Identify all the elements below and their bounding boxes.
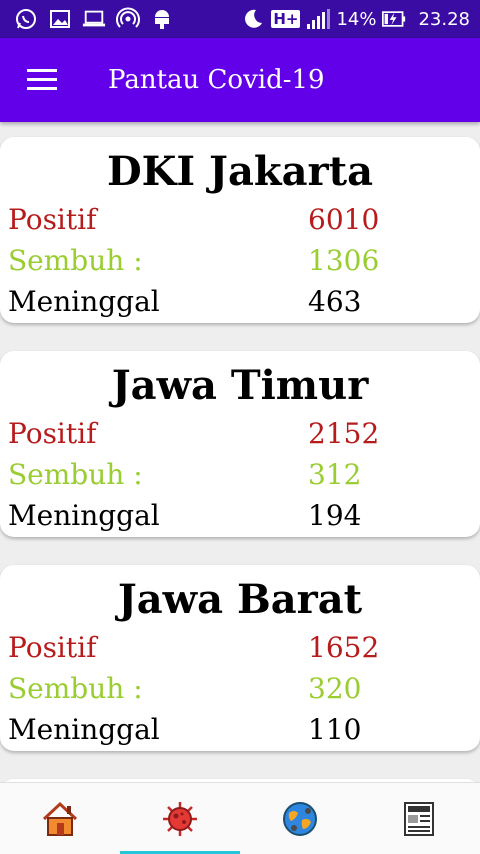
region-list[interactable] (0, 122, 480, 782)
positif-label: Positif (8, 203, 97, 236)
news-icon (403, 801, 437, 837)
whatsapp-icon (14, 7, 38, 31)
positif-value: 6010 (308, 203, 380, 236)
positif-row (0, 199, 480, 240)
home-icon (41, 801, 79, 837)
meninggal-row (0, 709, 480, 750)
nav-covid[interactable] (120, 783, 240, 854)
region-card[interactable] (0, 137, 480, 323)
meninggal-row (0, 495, 480, 536)
meninggal-label: Meninggal (8, 499, 160, 532)
sembuh-row (0, 454, 480, 495)
meninggal-label: Meninggal (8, 285, 160, 318)
nav-home[interactable] (0, 783, 120, 854)
android-debug-icon (150, 7, 174, 31)
sembuh-label: Sembuh : (8, 672, 143, 705)
positif-label: Positif (8, 417, 97, 450)
meninggal-label: Meninggal (8, 713, 160, 746)
meninggal-row (0, 281, 480, 322)
signal-icon (306, 7, 330, 31)
sembuh-value: 320 (308, 672, 362, 705)
globe-icon (281, 800, 319, 838)
region-name: Jawa Timur (111, 362, 369, 409)
virus-icon (161, 800, 199, 838)
region-card[interactable] (0, 351, 480, 537)
app-title: Pantau Covid-19 (108, 65, 325, 95)
region-card[interactable] (0, 565, 480, 751)
positif-label: Positif (8, 631, 97, 664)
battery-charging-icon (382, 7, 406, 31)
bottom-navigation (0, 782, 480, 854)
moon-icon (241, 7, 265, 31)
positif-value: 1652 (308, 631, 380, 664)
menu-button[interactable] (0, 38, 84, 122)
network-type-badge: H+ (273, 10, 299, 28)
nav-news[interactable] (360, 783, 480, 854)
positif-row (0, 413, 480, 454)
positif-row (0, 627, 480, 668)
nav-world[interactable] (240, 783, 360, 854)
battery-percent: 14% (336, 8, 377, 30)
sembuh-value: 312 (308, 458, 362, 491)
region-name: Jawa Barat (117, 576, 363, 623)
clock: 23.28 (418, 8, 470, 30)
positif-value: 2152 (308, 417, 380, 450)
meninggal-value: 110 (308, 713, 362, 746)
sembuh-value: 1306 (308, 244, 380, 277)
sembuh-label: Sembuh : (8, 244, 143, 277)
hotspot-icon (116, 7, 140, 31)
hamburger-icon (27, 69, 57, 91)
sembuh-label: Sembuh : (8, 458, 143, 491)
meninggal-value: 194 (308, 499, 362, 532)
sembuh-row (0, 668, 480, 709)
region-name: DKI Jakarta (106, 148, 374, 195)
sembuh-row (0, 240, 480, 281)
status-bar (0, 0, 480, 38)
gallery-icon (48, 7, 72, 31)
meninggal-value: 463 (308, 285, 362, 318)
laptop-icon (82, 7, 106, 31)
app-bar (0, 38, 480, 122)
